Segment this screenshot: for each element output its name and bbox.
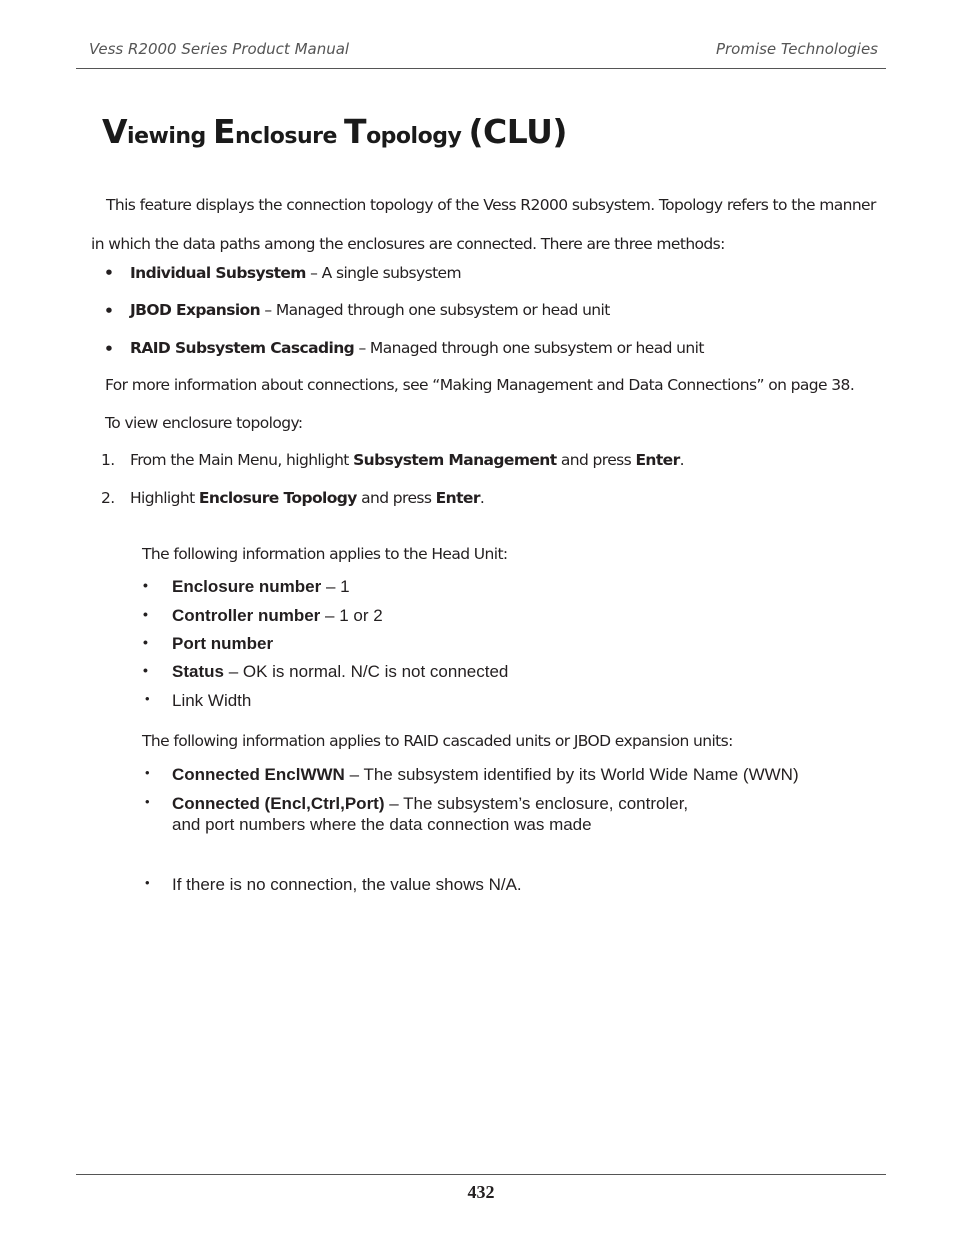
step-number: 1.: [101, 451, 115, 469]
method-individual: [130, 264, 461, 282]
cascaded-item: [172, 875, 522, 895]
step-text: and press: [356, 489, 436, 507]
method-desc: – Managed through one subsystem or head unit: [354, 339, 704, 357]
method-term: JBOD Expansion: [130, 301, 261, 319]
method-desc: – A single subsystem: [305, 264, 461, 282]
method-term: Individual Subsystem: [130, 264, 306, 282]
item-desc: – OK is normal. N/C is not connected: [223, 662, 509, 681]
bullet: •: [145, 875, 150, 890]
step-text: From the Main Menu, highlight: [130, 451, 354, 469]
intro-paragraph: This feature displays the connection topology of the Vess R2000 subsystem. Topology refers to the manner in which the data paths among the enclosures are connected. There are three methods:: [91, 196, 876, 253]
bullet: •: [104, 302, 114, 320]
manual-title: Vess R2000 Series Product Manual: [89, 40, 350, 58]
item-term: Port number: [172, 634, 274, 653]
method-raid-cascading: [130, 339, 704, 357]
item-desc: – 1 or 2: [320, 606, 383, 625]
to-view-heading: To view enclosure topology:: [105, 414, 303, 432]
item-desc: – The subsystem identified by its World Wide Name (WWN): [344, 765, 799, 784]
page-footer: [76, 1174, 886, 1203]
bullet: •: [145, 765, 150, 780]
head-unit-item: [172, 691, 251, 711]
page-header: [76, 40, 886, 69]
bullet: •: [104, 264, 114, 282]
title-part: nclosure: [235, 124, 345, 149]
cascaded-item: [172, 794, 688, 814]
head-unit-intro: The following information applies to the Head Unit:: [142, 545, 508, 563]
step-text: .: [479, 489, 485, 507]
step-bold: Enter: [635, 451, 680, 469]
bullet: •: [143, 577, 148, 593]
cascaded-item-continued: and port numbers where the data connection was made: [172, 815, 592, 834]
method-desc: – Managed through one subsystem or head unit: [260, 301, 610, 319]
step-text: and press: [556, 451, 636, 469]
item-desc: Link Width: [172, 691, 252, 710]
more-info-text: For more information about connections, see “Making Management and Data Connections” on page 38.: [105, 376, 855, 394]
step-number: 2.: [101, 489, 115, 507]
page-number: 432: [467, 1182, 495, 1202]
company-name: Promise Technologies: [715, 40, 878, 58]
item-term: Controller number: [172, 606, 321, 625]
page-title: [102, 112, 567, 151]
bullet: •: [143, 634, 148, 650]
head-unit-item: [172, 577, 350, 597]
title-part: E: [212, 112, 235, 151]
bullet: •: [104, 340, 114, 358]
bullet: •: [143, 662, 148, 678]
step-text: .: [679, 451, 684, 469]
title-part: V: [102, 112, 128, 151]
item-desc: If there is no connection, the value shows N/A.: [172, 875, 522, 894]
step-bold: Enter: [435, 489, 480, 507]
item-term: Status: [172, 662, 224, 681]
item-term: Connected (Encl,Ctrl,Port): [172, 794, 385, 813]
cascaded-item: [172, 765, 799, 785]
item-desc: – 1: [321, 577, 350, 596]
step-text: Highlight: [130, 489, 199, 507]
step-bold: Subsystem Management: [353, 451, 557, 469]
step-bold: Enclosure Topology: [198, 489, 357, 507]
item-term: Enclosure number: [172, 577, 322, 596]
head-unit-item: [172, 606, 383, 626]
step-1: [130, 451, 684, 469]
title-part: (CLU): [468, 112, 567, 151]
cascaded-intro: The following information applies to RAID cascaded units or JBOD expansion units:: [142, 732, 733, 750]
step-2: [130, 489, 484, 507]
item-desc: – The subsystem’s enclosure, controler,: [384, 794, 689, 813]
bullet: •: [145, 794, 150, 809]
bullet: •: [143, 606, 148, 622]
item-term: Connected EnclWWN: [172, 765, 345, 784]
list-item: [104, 264, 113, 282]
head-unit-item: [172, 634, 273, 654]
bullet: •: [145, 691, 150, 706]
method-term: RAID Subsystem Cascading: [130, 339, 355, 357]
title-part: T: [344, 112, 367, 151]
method-jbod: [130, 301, 610, 319]
title-part: iewing: [127, 124, 213, 149]
list-item: [104, 302, 113, 320]
head-unit-item: [172, 662, 508, 682]
title-part: opology: [366, 124, 469, 149]
list-item: [104, 340, 113, 358]
